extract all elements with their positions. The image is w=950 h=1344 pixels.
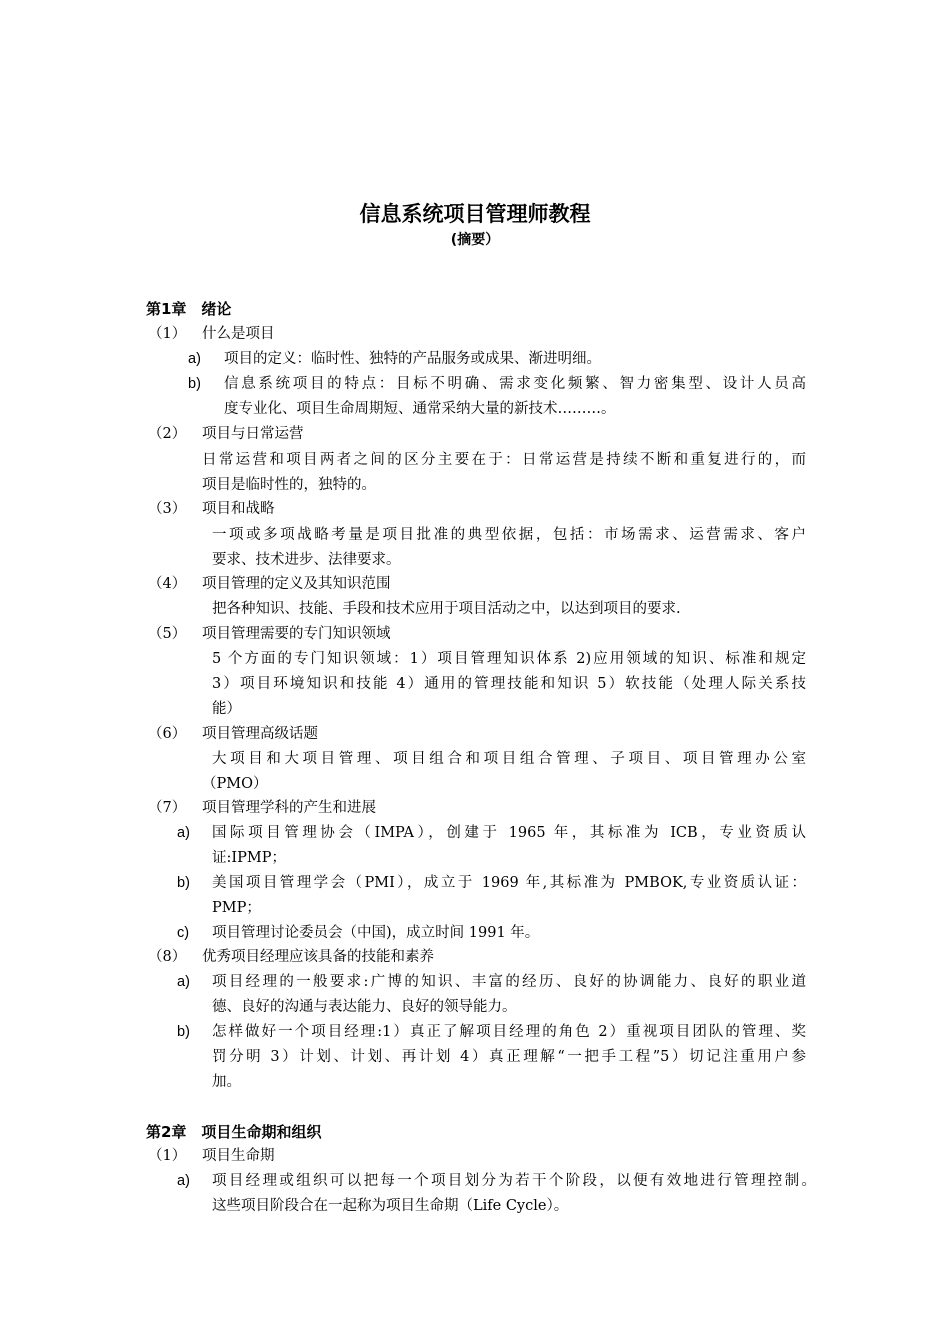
section-label: 项目管理高级话题 xyxy=(202,726,318,742)
section-label: 项目与日常运营 xyxy=(202,426,304,442)
list-item-text: PMP； xyxy=(212,900,261,916)
list-marker: b) xyxy=(177,1024,190,1040)
list-item-text: 证:IPMP； xyxy=(212,850,286,866)
section-label: 项目管理的定义及其知识范围 xyxy=(202,576,391,592)
paragraph-text: 日常运营和项目两者之间的区分主要在于：日常运营是持续不断和重复进行的，而 xyxy=(202,452,806,468)
section-number: （2） xyxy=(148,426,187,442)
section-number: （1） xyxy=(148,326,187,342)
list-marker: a) xyxy=(177,974,190,990)
section-label: 什么是项目 xyxy=(202,326,275,342)
chapter-1-heading: 第1章 绪论 xyxy=(146,300,232,318)
section-number: （3） xyxy=(148,501,187,517)
section-label: 优秀项目经理应该具备的技能和素养 xyxy=(202,949,434,965)
section-number: （4） xyxy=(148,576,187,592)
list-item-text: 德、良好的沟通与表达能力、良好的领导能力。 xyxy=(212,999,517,1015)
paragraph-text: 要求、技术进步、法律要求。 xyxy=(212,552,401,568)
paragraph-text: 一项或多项战略考量是项目批准的典型依据，包括：市场需求、运营需求、客户 xyxy=(212,527,806,543)
section-label: 项目管理需要的专门知识领域 xyxy=(202,626,391,642)
list-item-text: 罚分明 3）计划、计划、再计划 4）真正理解“一把手工程”5）切记注重用户参 xyxy=(212,1049,806,1065)
list-marker: c) xyxy=(177,925,190,941)
list-item-text: 这些项目阶段合在一起称为项目生命期（Life Cycle）。 xyxy=(212,1198,569,1214)
list-item-text: 信息系统项目的特点：目标不明确、需求变化频繁、智力密集型、设计人员高 xyxy=(224,376,806,392)
list-marker: b) xyxy=(188,376,201,392)
section-label: 项目和战略 xyxy=(202,501,275,517)
section-label: 项目管理学科的产生和进展 xyxy=(202,800,376,816)
section-number: （7） xyxy=(148,800,187,816)
section-number: （5） xyxy=(148,626,187,642)
paragraph-text: 把各种知识、技能、手段和技术应用于项目活动之中，以达到项目的要求. xyxy=(212,601,681,617)
list-item-text: 项目管理讨论委员会（中国)，成立时间 1991 年。 xyxy=(212,925,540,941)
list-marker: a) xyxy=(188,351,201,367)
document-title: 信息系统项目管理师教程 xyxy=(359,202,591,226)
section-number: （1） xyxy=(148,1148,187,1164)
chapter-2-heading: 第2章 项目生命期和组织 xyxy=(146,1123,322,1141)
paragraph-text: 能） xyxy=(212,701,241,717)
list-item-text: 加。 xyxy=(212,1074,241,1090)
list-item-text: 项目的定义：临时性、独特的产品服务或成果、渐进明细。 xyxy=(224,351,601,367)
section-number: （8） xyxy=(148,949,187,965)
paragraph-text: （PMO） xyxy=(202,776,268,792)
list-item-text: 度专业化、项目生命周期短、通常采纳大量的新技术………。 xyxy=(224,401,616,417)
list-item-text: 怎样做好一个项目经理:1）真正了解项目经理的角色 2）重视项目团队的管理、奖 xyxy=(212,1024,806,1040)
list-marker: b) xyxy=(177,875,190,891)
list-item-text: 项目经理的一般要求:广博的知识、丰富的经历、良好的协调能力、良好的职业道 xyxy=(212,974,806,990)
list-item-text: 美国项目管理学会（PMI），成立于 1969 年,其标准为 PMBOK,专业资质认证： xyxy=(212,875,806,891)
paragraph-text: 5 个方面的专门知识领域：1）项目管理知识体系 2)应用领域的知识、标准和规定 xyxy=(212,651,806,667)
paragraph-text: 3）项目环境知识和技能 4）通用的管理技能和知识 5）软技能（处理人际关系技 xyxy=(212,676,806,692)
paragraph-text: 项目是临时性的，独特的。 xyxy=(202,477,376,493)
section-label: 项目生命期 xyxy=(202,1148,275,1164)
list-item-text: 项目经理或组织可以把每一个项目划分为若干个阶段，以便有效地进行管理控制。 xyxy=(212,1173,816,1189)
list-marker: a) xyxy=(177,1173,190,1189)
list-item-text: 国际项目管理协会（IMPA），创建于 1965 年，其标准为 ICB，专业资质认 xyxy=(212,825,806,841)
paragraph-text: 大项目和大项目管理、项目组合和项目组合管理、子项目、项目管理办公室 xyxy=(212,751,806,767)
section-number: （6） xyxy=(148,726,187,742)
list-marker: a) xyxy=(177,825,190,841)
document-subtitle: (摘要） xyxy=(450,232,500,248)
